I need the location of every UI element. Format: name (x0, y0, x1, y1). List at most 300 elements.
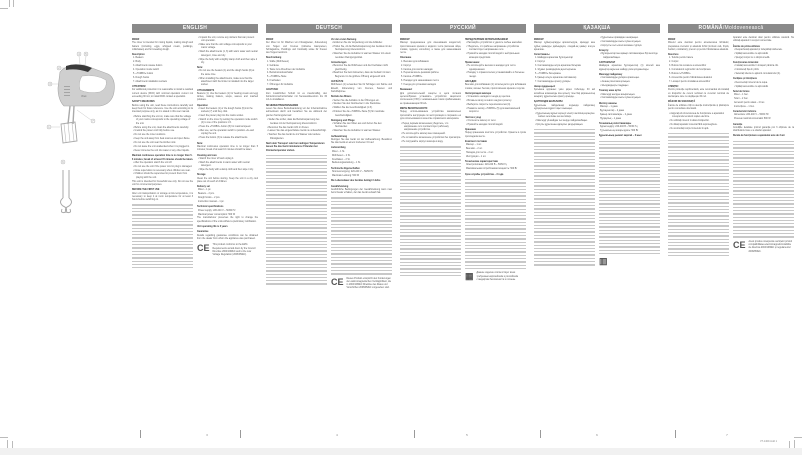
svg-text:7: 7 (92, 120, 94, 123)
section-heading: Жеткізу жинағы (599, 102, 617, 105)
ce-compliance (331, 278, 392, 291)
paragraph: Перед хранением очистите устройство. Храните в сухом прохладном месте. (465, 132, 526, 138)
section-heading: Примечание: (465, 61, 480, 64)
section-heading: Curățare și întreținere (733, 78, 757, 81)
page-romanian (668, 24, 794, 424)
section-heading: Technische Eigenschaften (331, 167, 360, 170)
list-item: 3. Кнопка для снятия насадок (401, 68, 433, 71)
list-item: • Саптамаларды жылы сумен жуыңыз. (600, 97, 642, 100)
text-column-left (534, 37, 595, 268)
list-item: • Asigurați-vă că tensiunea de funcționare a aparatului corespunde tensiunii rețelei electrice. (669, 112, 724, 119)
fold-mark (540, 430, 541, 438)
section-heading: MIXER (132, 39, 140, 41)
eac-mark-icon: ▥ (599, 256, 608, 267)
language-title: ҚАЗАҚША (583, 25, 611, 31)
section-heading: Guarantee (197, 231, 209, 234)
paragraph: Clean the unit before storing. Keep the unit in a dry cool place out of reach of children. (197, 177, 258, 183)
fold-mark (240, 430, 241, 438)
list-item: 4. Operation mode switch (133, 69, 160, 72)
list-item: Mixer – 1 pc. (198, 189, 212, 192)
list-item: • Промойте насадки тёплой водой. (466, 123, 504, 126)
section-heading: SAFETY MEASURES (132, 101, 155, 104)
eac-mark-icon: ▦ (465, 271, 474, 282)
section-heading: Caracteristici tehnice (733, 111, 757, 114)
cover-illustration (0, 0, 130, 448)
list-item: • Before switching the unit on, make sure that the voltage of your mains corresponds to the operating voltage of the unit. (133, 116, 192, 125)
section-heading: MIXER (266, 39, 274, 41)
list-item: • Құрылғының жұмыс кернеуі электр желісінің кернеуіне сәйкес келетініне көз жеткізіңіз. (535, 112, 595, 119)
section-heading: Миксерді пайдалану (599, 73, 623, 76)
text-column-right (733, 37, 794, 258)
page-number: 4 (336, 434, 338, 437)
section-heading: Nach dem Transport oder bei niedrigen Temperaturen lassen Sie das Gerät mindestens 3 Stunden bei Zimmertemperatur stehen. (266, 142, 325, 152)
section-heading: Setul de livrare (733, 90, 750, 93)
list-item: Instruction manual – 1 pc. (198, 201, 225, 204)
paragraph: For additional protection it is reasonable to install a residual current device (RCD) with nominal operation current not exceeding 30 mA; to install RCD contact a specialist. (132, 89, 193, 99)
list-item: Венчики – 2 шт. (466, 148, 483, 151)
ce-mark-icon: CE (331, 276, 344, 287)
list-item: • Keep the unit away from heat sources and open flame. (133, 138, 191, 141)
list-item: 7. Attachment installation sockets (133, 80, 167, 83)
section-heading: Garanție (733, 123, 743, 126)
list-item: • Stecken Sie den Netzstecker in die Steckdose. (332, 103, 382, 106)
text-column-left (400, 37, 461, 282)
crop-mark (789, 441, 790, 448)
list-item: 7. Locașuri pentru instalarea accesoriilor (669, 80, 711, 83)
section-heading: ACHTUNG! (266, 89, 279, 92)
list-item: • Nu scufundați corpul mixerului în apă. (669, 127, 709, 130)
section-heading: ATENȚIE! (668, 86, 679, 89)
hand-mixer-illustration (0, 0, 130, 230)
list-item: • Make sure that the unit voltage corresponds to your mains voltage. (198, 44, 252, 50)
ce-text: Данное изделие соответствует всем требуемым европейским и российским стандартам безопасности и гигиены. (476, 272, 519, 281)
paragraph: Aparatul este destinat doar pentru utilizare casnică. Nu utilizați aparatul în scopuri comerciale. (733, 37, 794, 43)
list-item: • Stellen Sie sicher, dass die Betriebsspannung des Gerätes mit der Netzspannung übereinstimmt. (267, 119, 320, 125)
section-heading: Техникалық сипаттамалары (599, 122, 632, 125)
paragraph: Mixerul este destinat pentru amestecarea lichidelor, prepararea cremelor și aluatului lichid (inclusiv ouă, frișcă, budinci, cocktailuri), precum și pentru frământarea aluatului. (668, 42, 729, 51)
paragraph: Pentru protecție suplimentară, este recomandat să instalați un dispozitiv de curent rezidual cu curentul nominal de declanșare care nu depășește 30 mA. (668, 89, 729, 99)
list-item: • Unpack the unit, remove any stickers that can prevent unit operation. (198, 37, 255, 43)
section-heading: Хранение (465, 128, 476, 131)
list-item: Dough hooks – 2 pcs. (198, 197, 221, 200)
language-title: РУССКИЙ (450, 25, 476, 31)
list-item: • Deconectați mixerul de la rețea. (734, 81, 768, 84)
list-item: • Entfernen Sie die Verpackung und die Aufkleber. (332, 42, 383, 45)
list-item: • Nu utilizați mixerul în afara încăperilor. (669, 119, 710, 122)
list-item: • Spălați accesoriile cu apă caldă. (734, 52, 769, 55)
section-heading: Note: (197, 67, 203, 70)
svg-text:5: 5 (85, 53, 87, 56)
list-item: • Ашаны розеткаға қосыңыз. (600, 81, 631, 84)
list-item: Қамыр саптамалары – 2 дана (600, 113, 632, 116)
crop-mark (794, 437, 802, 438)
paragraph: The manufacturer preserves the right to change the specifications of the units without a preliminary notification. (197, 217, 258, 223)
ce-compliance (197, 244, 258, 257)
list-item: • After the operation switch the unit off. (133, 161, 173, 164)
section-heading: Сипаттамасы (534, 54, 550, 57)
page-header (132, 24, 258, 33)
list-item: • Промойте насадки тёплой водой с нейтральным моющим средством. (466, 53, 520, 59)
list-item: • Не используйте венчики и насадки для теста одновременно. (466, 65, 516, 71)
list-item: 2. Body (133, 61, 141, 64)
list-item: • Do not use the unit if the power cord or plug is damaged. (133, 165, 193, 168)
section-heading: BEFORE THE FIRST USE (132, 189, 160, 192)
list-item: 1. Stäbe (Rührbesen) (267, 60, 289, 63)
section-heading: ПЕРЕД ПЕРВЫМ ИСПОЛЬЗОВАНИЕМ (465, 39, 508, 41)
list-item: • Children should be supervised to prevent them from playing with the unit. (133, 173, 188, 179)
list-item: Mixer – 1 buc. (734, 94, 749, 97)
list-item: • Introduceți fișa în priză. (734, 69, 760, 72)
svg-text:6: 6 (62, 161, 64, 164)
language-title: ENGLISH (182, 25, 208, 31)
paragraph: Beaters (1): Use the beaters (1) for beating cream and egg whites, making batters, soups, sauces and mashed potatoes. (197, 92, 258, 102)
section-heading: Durata de funcționare a aparatului este de 3 ani (733, 135, 785, 138)
list-item: Миксер – 1 дана (600, 106, 618, 109)
list-item: • Қосулы құрылғыны қараусыз қалдырмаңыз. (535, 123, 584, 126)
list-item: 3. Butonul de scoatere a accesoriilor (669, 65, 707, 68)
paragraph: Қосымша қорғаныс үшін қорек тізбегінде 30 мА аспайтын номиналды іске қосылу тоғы бар қорғаныштық ажырату құрылғысын орнату орынды. (534, 89, 595, 99)
list-item: 5. «TURBO»-Taste (267, 76, 287, 79)
section-heading: МЕРЫ БЕЗОПАСНОСТИ (400, 107, 428, 110)
fold-mark (414, 430, 415, 438)
list-item: • Insert the beaters (1) or the dough hooks (6) into the sockets (7) until they click. (198, 108, 253, 114)
section-heading: MĂSURI DE SIGURANȚĂ (668, 101, 696, 104)
list-item: Maximal power consumption: 500 W (198, 213, 236, 216)
page-kazakh (534, 24, 660, 424)
page-russian (400, 24, 526, 424)
section-heading: Funcționarea mixerului (733, 61, 759, 64)
list-item: • Wash the attachments (1, 6) with warm water and neutral detergent, rinse and dry. (198, 51, 258, 57)
page-number: 6 (596, 434, 598, 437)
list-item: Instrucțiune – 1 buc. (734, 105, 755, 108)
language-title: ROMÂNĂ (698, 25, 723, 31)
svg-text:3: 3 (49, 83, 51, 86)
section-heading: Reinigung und Pflege (331, 119, 355, 122)
section-heading: Aufbewahrung (331, 135, 348, 138)
list-item: • Жылдамдықты таңдаңыз. (600, 84, 629, 87)
section-heading: Note: (197, 142, 203, 145)
list-item: • Waschen Sie die Aufsätze im warmen Wasser. (332, 130, 381, 133)
section-heading: AUFSÄTZE (331, 81, 344, 84)
list-item: • Insert the power plug into the mains socket. (198, 115, 244, 118)
ce-text: Acest produs corespunde cerințelor privind compatibilitatea electromagnetică stabilite de directiva 2004/108/EC și regulamentul 2006/95/EC. (748, 240, 793, 253)
list-item: 4. Comutatorul regimurilor de funcționare (669, 69, 711, 72)
section-heading: Descriere (668, 54, 679, 57)
list-item: Mixer – 1 St. (332, 150, 345, 153)
list-item: Alimentare: 220-240 V ~ 50/60 Hz (734, 114, 769, 117)
list-item: • Instalați accesoriile în locașuri până la clic. (734, 65, 779, 68)
section-heading: Beschreibung (266, 57, 282, 60)
svg-text:4: 4 (78, 53, 80, 56)
list-item: 1. Beaters (133, 57, 144, 60)
section-heading: Maximal continuous operation time is no longer than 5-6 minutes; break of at least 15 minutes should be taken. (132, 155, 194, 161)
list-item: Teluri – 2 buc. (734, 98, 749, 101)
list-item: • Waschen Sie die Aufsätze im warmen Wasser mit einem neutralen Reinigungsmittel. (332, 53, 391, 59)
list-item: 3. Taste zum Abnehmen der Aufsätze (267, 68, 306, 71)
list-item: Қоректендіру: 220-240 В ~ 50/60 Гц (600, 126, 638, 129)
list-item: • Despachetați aparatul și îndepărtați stickerele. (734, 48, 783, 51)
list-item: 6. Dough hooks (133, 76, 150, 79)
list-item: • Нажмите кнопку «TURBO» (5) для максимальной скорости. (466, 107, 521, 114)
list-item: • Prüfen Sie, ob die Betriebsspannung des Gerätes mit der Netzspannung übereinstimmt. (332, 46, 392, 52)
brand-label: Vitek (81, 95, 87, 98)
section-heading: Тазалау және күтім (599, 90, 621, 93)
list-item: • When installing the attachments, make sure that the attachment with the limiter is installed into the larger socket. (198, 77, 254, 87)
paragraph: After unit transportation or storage at low temperature, it is necessary to keep it at room temperature for at least 3 hours before switching on. (132, 192, 193, 202)
svg-text:1: 1 (48, 126, 50, 129)
ce-mark-icon: CE (197, 243, 210, 254)
list-item: 6. Accesoriile pentru frământarea aluatului (669, 76, 712, 79)
list-item: • Switch the mixer off and unplug it. (198, 157, 234, 160)
section-heading: Storage (197, 174, 206, 177)
section-heading: Technical specifications (197, 206, 224, 209)
section-heading: Unit operating life is 3 years (197, 226, 228, 229)
list-item: Power supply: 220-240 V ~ 50/60 Hz (198, 209, 236, 212)
list-item: • Бұлғауыштар мен қамыр саптамаларын бір мезгілде пайдаланбаңыз. (600, 53, 658, 59)
page-number: 3 (206, 434, 208, 437)
page-header (534, 24, 660, 33)
list-item: Тұтынатын ең жоғары қуаты: 500 Вт (600, 130, 639, 133)
list-item: 7. Гнезда для установки насадок (401, 84, 436, 87)
list-item: • Schalten Sie den Mixer aus und ziehen Sie den Netzstecker. (332, 123, 382, 129)
section-heading: Die Lebensdauer des Gerätes beträgt 3 Jahre (331, 180, 381, 183)
paragraph: Details regarding guarantee conditions can be obtained from the dealer from whom the appliance was purchased. (197, 234, 258, 240)
list-item: • Не оставляйте включённое устройство без присмотра. (401, 137, 461, 140)
list-item: 1. Венчики для взбивания (401, 60, 429, 63)
list-item: 2. Gehäuse (267, 64, 279, 67)
list-item: • After use, set the operation switch to position «0» and unplug the unit. (198, 130, 254, 136)
list-item: • Саптамаларды жылы сумен жуыңыз. (600, 40, 642, 43)
list-item: 5. «TURBO» button (133, 73, 154, 76)
page-header (668, 24, 794, 33)
list-item: • Распакуйте устройство и удалите любые наклейки. (466, 42, 523, 45)
list-item: • Убедитесь, что рабочее напряжение устройства соответствует напряжению сети. (466, 46, 519, 52)
print-file-code: VT-1409.indd 1 (760, 440, 777, 443)
list-item: • Before using the unit, clean the attachments carefully. (133, 126, 189, 129)
ce-compliance (733, 241, 794, 254)
text-column-left (132, 37, 193, 270)
paragraph: Перед использованием устройства внимательно прочитайте инструкцию по эксплуатации и сохраните её для использования в качестве справочного материала. (400, 111, 461, 120)
list-item: • Do not leave the unit unattended when it is plugged in. (133, 146, 190, 149)
section-heading: Description (132, 54, 145, 57)
list-item: Knethaken – 2 St. (332, 158, 351, 161)
list-item: • Do not use the mixer outdoors. (133, 134, 166, 137)
section-heading: Cleaning and care (197, 154, 217, 157)
list-item: • Не используйте миксер вне помещений. (401, 133, 446, 136)
list-item: 5. Butonul «TURBO» (669, 73, 691, 76)
fold-mark (140, 430, 141, 438)
paragraph: Шайқауға арналған бұлғауыштар (1) кілегей мен жұмыртқа ақуызын шайқау үшін қолданылады. (599, 65, 660, 71)
text-column-left (266, 37, 327, 291)
list-item: Насадки для теста – 2 шт. (466, 151, 494, 154)
list-item: 4. Жұмыс режимдерінің ауыстырғышы (535, 69, 577, 72)
list-item: 1. Telurile pentru batere (669, 57, 694, 60)
list-item: • Ștergeți corpul cu o cârpă umedă. (734, 56, 770, 59)
paragraph: Құрылғыны пайдаланар алдында пайдалану нұсқаулығын мұқият оқып шығыңыз. (534, 104, 595, 110)
list-item: 7. Öffnungen für Aufsätze (267, 84, 294, 87)
paragraph: Миксер сұйықтықтарды араластыруға, кремдер мен сұйық қамырды дайындауға, сондай-ақ қамыр илеуге арналған. (534, 42, 595, 51)
list-item: Bedienungsanleitung – 1 St. (332, 162, 361, 165)
list-item: 4. Переключатель режимов работы (401, 72, 439, 75)
list-item: • Саптамаларды ұяларға орнатыңыз. (600, 77, 640, 80)
ce-text: This product conforms to the EMC-Requirements as laid down by the Council Directive 2004/108/EC and to the Low Voltage Regulation (2006/95/EC). (212, 244, 256, 257)
paragraph: Zum zusätzlichen Schutz ist es zweckmäßig, den Fehlerstromschutzschalter mit Nennauslösestrom bis 30 mA zu installieren. (266, 92, 327, 102)
paragraph: Reinigen Sie das Gerät vor der Aufbewahrung. Bewahren Sie das Gerät an einem trockenen Ort auf. (331, 138, 392, 145)
list-item: Миксер – 1 шт. (466, 144, 482, 147)
section-heading: САПТАМАЛАР (599, 61, 616, 64)
list-item: • Drücken Sie die «TURBO»-Taste (5) für maximale Geschwindigkeit. (332, 111, 385, 117)
paragraph: Ausführliche Bedingungen der Gewährleistung kann man beim Dealer erhalten, der das Gerät verkauft hat. (331, 188, 392, 195)
paragraph: Maximal continuous operation time is no longer than 5 minutes; break of at least 10 minutes should be taken. (197, 145, 258, 152)
list-item: Максимальная потребляемая мощность: 500 Вт (466, 168, 518, 171)
list-item: Accesorii pentru aluat – 2 buc. (734, 101, 765, 104)
list-item: Puterea maximă consumată: 500 W (734, 118, 771, 121)
list-item: • Lassen Sie das eingeschaltete Gerät nie unbeaufsichtigt. (267, 130, 327, 133)
section-heading: Anmerkungen (331, 61, 347, 64)
section-heading: Vor der ersten Nutzung (331, 39, 357, 41)
list-item: 2. Corpul (669, 61, 679, 64)
list-item: • Wipe the body with a slightly damp cloth and then wipe it dry. (198, 58, 258, 64)
language-title: DEUTSCH (315, 25, 343, 31)
section-heading: МИКСЕР (400, 39, 410, 41)
section-heading: Operation (197, 104, 208, 107)
list-item: • Never immerse the unit into water or any other liquids. (133, 149, 190, 152)
paragraph: Для дополнительной защиты в цепи питания целесообразно установить устройство защитного отключения (УЗО) с номинальным током срабатывания, не превышающим 30 мА. (400, 92, 461, 105)
list-item: Stromversorgung: 220-240 V ~ 50/60 Hz (332, 171, 374, 174)
page-edge (0, 448, 802, 455)
section-heading: Комплект поставки (465, 140, 487, 143)
paragraph: Lesen Sie diese Betriebsanleitung vor der Inbetriebnahme aufmerksam durch und bewahren Sie sie während der ganzen Nutzungszeit auf. (266, 107, 327, 117)
section-heading: ATTENTION! (132, 86, 146, 89)
section-heading: SICHERHEITSMASSNAHMEN (266, 104, 299, 107)
section-heading: Срок службы устройства – 3 года (465, 173, 504, 176)
list-item: • Миксерді үй-жайдан тыс жерде пайдаланбаңыз. (535, 119, 588, 122)
list-item: • Выберите скорость переключателем (4). (466, 104, 511, 107)
section-heading: Внимание! (400, 89, 413, 92)
section-heading: Înainte de prima utilizare (733, 45, 760, 48)
list-item: • Nu lăsați aparatul conectat fără supraveghere. (669, 123, 718, 126)
list-item: • Wash the attachments in warm water with neutral detergent. (198, 161, 250, 168)
list-item: • Do not use the unit near the kitchen sink. (133, 142, 177, 145)
section-heading: Эксплуатация миксера (465, 92, 492, 95)
text-column-right (465, 37, 526, 282)
section-heading: Delivery set (197, 186, 210, 189)
list-item: 5. «TURBO» батырмасы (535, 73, 561, 76)
list-item: Бұлғауыштар – 2 дана (600, 109, 624, 112)
section-heading: Betrieb des Mixers (331, 96, 352, 99)
list-item: • Selectați viteza cu ajutorul comutatorului (4). (734, 73, 781, 76)
ce-mark-icon: CE (733, 239, 746, 250)
list-item: • Press the «TURBO» button (5) for maximal speed. (198, 126, 251, 129)
ce-text: Dieses Produkt entspricht den Forderungen der elektromagnetischen Verträglichkeit, die in 2004/108/EC Direktive des Rates und Vorschriften 2006/95/EC vorgesehen sind. (346, 277, 392, 290)
section-heading: Назар аударыңыз! (534, 86, 556, 89)
list-item: • Do not use the beaters (1) and the dough hooks (6) at the same time. (198, 70, 255, 76)
eac-compliance (599, 257, 660, 266)
paragraph: This unit is intended for household use only. Do not use the unit for commercial purposes. (132, 180, 193, 186)
list-item: 6. Knethaken (267, 80, 281, 83)
text-column-left (668, 37, 729, 258)
list-item: • Benutzen Sie die Rührbesen und die Knethaken nicht gleichzeitig. (332, 65, 388, 71)
language-subtitle: /Moldovenească (722, 25, 764, 31)
list-item: • Beachten Sie beim Einsetzen, dass der Aufsatz mit dem Begrenzer in die größere Öffnung eingesetzt wird. (332, 72, 391, 78)
section-heading: Технические характеристики (465, 161, 498, 164)
list-item: 2. Корпус (401, 64, 411, 67)
section-heading: Ескерту: (599, 50, 609, 53)
paragraph: Венчики для взбивания (1) используются для взбивания сливок, яичных белков, приготовления кремов и соусов. (465, 84, 526, 90)
list-item: 2. Корпус (535, 61, 545, 64)
list-item: 6. Насадки для замешивания теста (401, 80, 439, 83)
list-item: 3. Саптамаларды алуға арналған батырма (535, 65, 581, 68)
list-item: • Құрылғыны орамадан шығарыңыз. (600, 37, 639, 39)
list-item: Beaters – 2 pcs. (198, 193, 215, 196)
list-item: • Не погружайте корпус миксера в воду. (401, 140, 444, 143)
page-header (266, 24, 392, 33)
crop-mark (794, 440, 795, 448)
list-item: • Tauchen Sie das Gerät nie ins Wasser oder andere Flüssigkeiten. (267, 134, 321, 140)
list-item: Rührbesen – 2 St. (332, 154, 351, 157)
paragraph: The mixer is intended for mixing liquids, making dough and batters (including, eggs, whipped cream, puddings, milkshakes) and for kneading dough. (132, 42, 193, 51)
list-item: • Close supervision is necessary when children are near. (133, 169, 191, 172)
list-item: • Вставьте вилку сетевого шнура в розетку. (466, 100, 512, 103)
list-item: 4. Betriebsmodusschalter (267, 72, 293, 75)
list-item: • Switch on the mixer by setting the operation mode switch (4) to one of the positions 1-5. (198, 119, 258, 125)
section-heading: MIXER (668, 39, 676, 41)
list-item: • Press the button (3) to release the attachments. (198, 137, 248, 140)
list-item: • Отключите миксер от сети. (466, 119, 497, 122)
section-heading: МИКСЕР (534, 39, 544, 41)
section-heading: Описание (400, 57, 412, 60)
text-column-right (331, 37, 392, 291)
list-item: 3. Attachment release button (133, 65, 163, 68)
section-heading: ATTACHMENTS (197, 89, 215, 92)
paragraph: Înainte de utilizare citiți cu atenție instrucțiunile și păstrați-le pentru consultare ulterioară. (668, 104, 729, 110)
paragraph: Condițiile detaliate privind garanția pot fi obținute de la distribuitorul care v-a vândut aparatul. (733, 126, 794, 133)
list-item: • Корпусты сәл ылғал матамен сүртіңіз. (600, 44, 643, 47)
list-item: Электропитание: 220-240 В ~ 50/60 Гц (466, 164, 507, 167)
paragraph: Rührbesen (1) verwenden Sie für Schlagen von Sahne und Eiweiß, Zubereitung von Cremes, Saucen und Kartoffelpüree. (331, 84, 392, 93)
list-item: • Wählen Sie die Geschwindigkeit (1-5). (332, 107, 373, 110)
list-item: Инструкция – 1 шт. (466, 155, 487, 158)
section-heading: Құрылғының қызмет мерзімі – 3 жыл (599, 135, 642, 138)
section-heading: Gewährleistung (331, 185, 349, 188)
list-item: • Установите насадки в гнезда до щелчка. (466, 96, 511, 99)
list-item: • Benutzen Sie das Gerät nicht im Freien. (267, 126, 310, 129)
section-heading: НАСАДКИ (465, 81, 477, 84)
svg-text:2: 2 (58, 67, 60, 70)
list-item: Нұсқаулық – 1 дана (600, 117, 621, 120)
paragraph: Der Mixer ist für Mischen von Flüssigkeiten, Zubereitung von Teigen und Cremes (inklusive Eierspeisen, Schlagsahne, Puddings und Cocktails) sowie für Kneten des Teiges bestimmt. (266, 42, 327, 55)
page-number: 5 (466, 434, 468, 437)
paragraph: Миксер предназначен для смешивания жидкостей, приготовления кремов и жидкого теста (включая яйца, сливки, пудинги, коктейли), а также для замешивания теста. (400, 42, 461, 55)
list-item: Maximale Leistung: 500 W (332, 174, 360, 177)
page-header (400, 24, 526, 33)
section-heading: Чистка и уход (465, 116, 481, 119)
eac-compliance (465, 272, 526, 282)
section-heading: Lieferumfang (331, 147, 346, 150)
list-item: 6. Қамыр илеуге арналған саптамалар (535, 76, 577, 79)
page-number: 7 (726, 434, 728, 437)
list-item: • Перед первым включением убедитесь, что напряжение сети соответствует рабочему напряжению устройства. (401, 122, 449, 132)
list-item: • Wipe the body with a damp cloth and then wipe it dry. (198, 168, 254, 171)
list-item: 5. Кнопка «TURBO» (401, 76, 423, 79)
list-item: • Миксерді желіден ажыратыңыз. (600, 93, 636, 96)
paragraph: Before using the unit, read these instructions carefully and keep them for future reference. Use the unit according to its intended purpose only, as it is stated in this user manual. (132, 104, 193, 114)
list-item: 7. Саптамаларды орнату ұялары (535, 80, 571, 83)
list-item: • Unwind the power cord fully before use. (133, 130, 175, 133)
text-column-right (197, 37, 258, 270)
list-item: • Насадку с ограничителем устанавливайте в большее гнездо. (466, 72, 525, 78)
text-column-right (599, 37, 660, 268)
